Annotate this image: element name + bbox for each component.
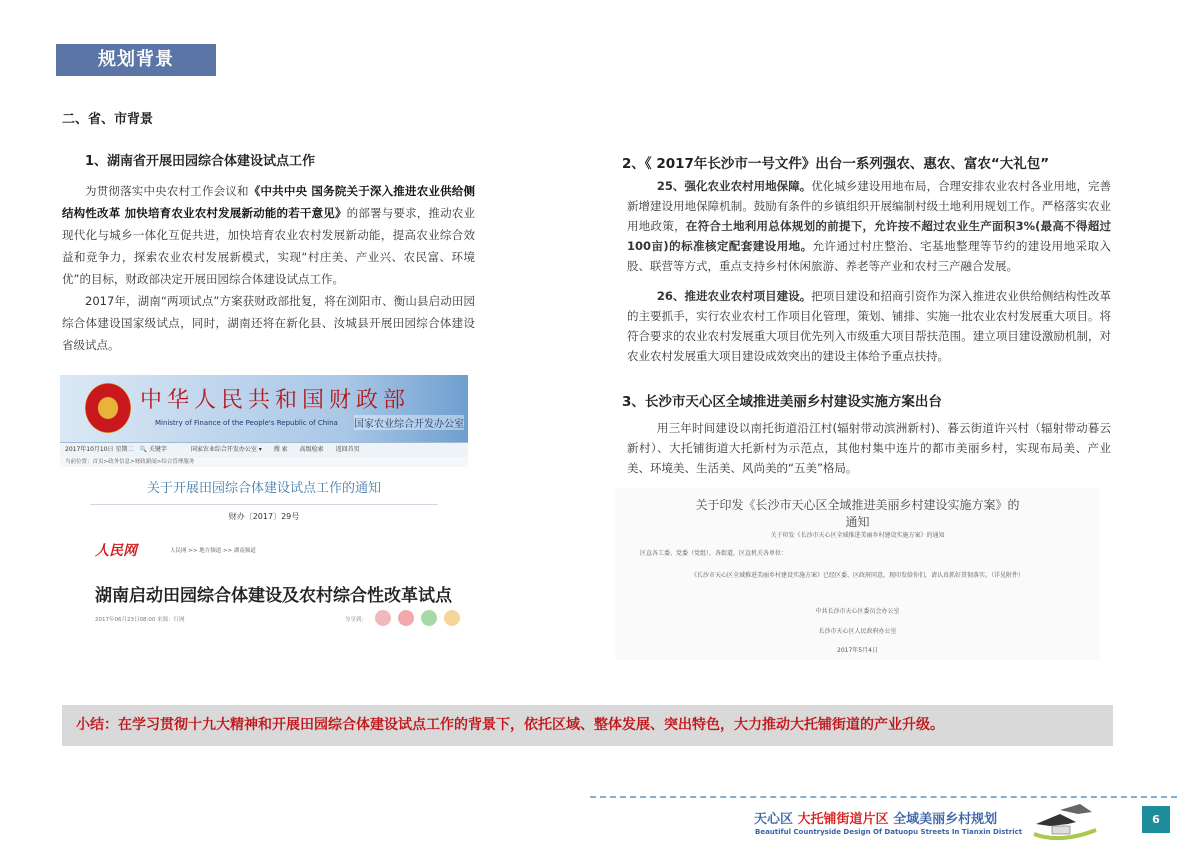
text: 把项目建设和招商引资作为深入推进农业供给侧结构性改革的主要抓手，实行农业农村工作项目化管理，策划、铺排、实施一批农业农村发展重大项目。将符合要求的农业农村发展重大项目优先列入市级重大项目帮扶范围。建立项目建设激励机制，对农业农村发展重大项目建设成效突出的建设主体给予重点扶持。 <box>627 289 1111 363</box>
document-number: 财办〔2017〕29号 <box>228 512 300 521</box>
text: 优化城乡建设用地布局，合理安排农业农村各业用地，完善新增建设用地保障机制。鼓励有条件的乡镇组织开展编制村级土地利用规划工作。严格落实农业用地政策， <box>627 179 1111 233</box>
mof-office: 国家农业综合开发办公室 <box>354 415 464 430</box>
text: 允许通过村庄整治、宅基地整理等节约的建设用地采取入股、联营等方式，重点支持乡村休闲旅游、养老等产业和农村三产融合发展。 <box>627 239 1112 273</box>
notice-title: 关于开展田园综合体建设试点工作的通知 <box>146 481 381 496</box>
mof-name-cn: 中华人民共和国财政部 <box>140 388 411 413</box>
footer-subtitle: Beautiful Countryside Design Of Datuopu Streets In Tianxin District <box>755 828 1023 836</box>
share-star-icon <box>444 610 460 626</box>
national-emblem-icon <box>85 383 131 433</box>
footer-divider <box>590 796 1177 798</box>
notice-salutation: 区直各工委、党委（党组），各街道，区直机关各单位： <box>640 550 788 557</box>
notice-title-2: 通知 <box>845 515 870 529</box>
summary-bar: 小结：在学习贯彻十九大精神和开展田园综合体建设试点工作的背景下，依托区域、整体发展、突出特色，大力推动大托铺街道的产业升级。 <box>62 705 1113 746</box>
subsection-1-paragraph-2: 2017年，湖南“两项试点”方案获财政部批复，将在浏阳市、衡山县启动田园综合体建设国家级试点，同时，湖南还将在新化县、汝城县开展田园综合体建设省级试点。 <box>62 294 475 352</box>
notice-date: 2017年5月4日 <box>837 647 878 654</box>
notice-signatory-1: 中共长沙市天心区委员会办公室 <box>815 608 900 615</box>
subsection-1-heading: 1、湖南省开展田园综合体建设试点工作 <box>85 154 316 169</box>
page-title: 规划背景 <box>56 44 216 76</box>
mof-banner <box>60 375 468 443</box>
notice-signatory-2: 长沙市天心区人民政府办公室 <box>818 628 897 635</box>
page-number: 6 <box>1142 806 1170 833</box>
share-people-icon <box>375 610 391 626</box>
share-wechat-icon <box>421 610 437 626</box>
text: 大托铺街道片区 <box>797 812 889 827</box>
document-title-bold: 《中共中央 国务院关于深入推进农业供给侧结构性改革 加快培育农业农村发展新动能的若干意见》 <box>62 184 475 220</box>
share-label: 分享到： <box>345 617 368 623</box>
news-meta: 2017年06月23日08:00 来源：红网 <box>95 617 185 623</box>
ministry-of-finance-screenshot <box>60 375 468 505</box>
news-headline: 湖南启动田园综合体建设及农村综合性改革试点 <box>95 586 452 606</box>
text: 天心区 <box>754 812 798 827</box>
mof-name-en: Ministry of Finance of the People's Republic of China <box>155 419 338 427</box>
village-house-logo-icon <box>1030 800 1102 844</box>
notice-body: 《长沙市天心区全域推进美丽乡村建设实施方案》已经区委、区政府同意，现印发给你们，请认真抓好贯彻落实。（详见附件） <box>690 572 1024 579</box>
divider <box>90 504 438 505</box>
notice-title: 关于印发《长沙市天心区全域推进美丽乡村建设实施方案》的 <box>695 498 1020 512</box>
article-26 <box>627 286 1111 366</box>
footer-title <box>754 808 997 827</box>
share-weibo-icon <box>398 610 414 626</box>
subsection-3-heading: 3、长沙市天心区全域推进美丽乡村建设实施方案出台 <box>622 394 942 410</box>
article-title: 25、强化农业农村用地保障。 <box>656 179 812 193</box>
tianxin-notice-screenshot <box>615 488 1100 660</box>
article-25 <box>627 176 1111 276</box>
people-daily-screenshot <box>60 505 468 640</box>
subsection-1-paragraph-1 <box>62 180 475 290</box>
text-bold: 在符合土地利用总体规划的前提下，允许按不超过农业生产面积3%(最高不得超过100亩)的标准核定配套建设用地。 <box>627 219 1111 253</box>
people-breadcrumb: 人民网 >> 地方频道 >> 湖南频道 <box>170 548 256 554</box>
mof-breadcrumb: 当前位置：首页>政务信息>财政新闻>综合管理服务 <box>60 457 468 467</box>
subsection-3-paragraph: 用三年时间建设以南托街道沿江村(辐射带动滨洲新村)、暮云街道许兴村（辐射带动暮云新村）、大托铺街道大托新村为示范点，其他村集中连片的都市美丽乡村，实现布局美、产业美、环境美、生活美、风尚美的“五美”格局。 <box>627 421 1111 475</box>
subsection-2-heading: 2、《 2017年长沙市一号文件》出台一系列强农、惠农、富农“大礼包” <box>622 156 1050 172</box>
text: 全域美丽乡村规划 <box>888 812 998 827</box>
section-heading: 二、省、市背景 <box>62 112 154 127</box>
mof-toolbar: 2017年10月10日 星期二 🔍 关键字 国家农业综合开发办公室 ▾ 搜 索 高级检索 返回首页 <box>60 443 468 457</box>
text: 为贯彻落实中央农村工作会议和 <box>85 184 249 198</box>
people-logo: 人民网 <box>95 543 137 559</box>
article-title: 26、推进农业农村项目建设。 <box>656 289 812 303</box>
text: 的部署与要求，推动农业现代化与城乡一体化互促共进，加快培育农业农村发展新动能，提高农业综合效益和竞争力，探索农业农村发展新模式，实现“村庄美、产业兴、农民富、环境优”的目标，财政部决定开展田园综合体建设试点工作。 <box>62 206 475 286</box>
notice-subtitle: 关于印发《长沙市天心区全域推进美丽乡村建设实施方案》的通知 <box>770 532 945 539</box>
